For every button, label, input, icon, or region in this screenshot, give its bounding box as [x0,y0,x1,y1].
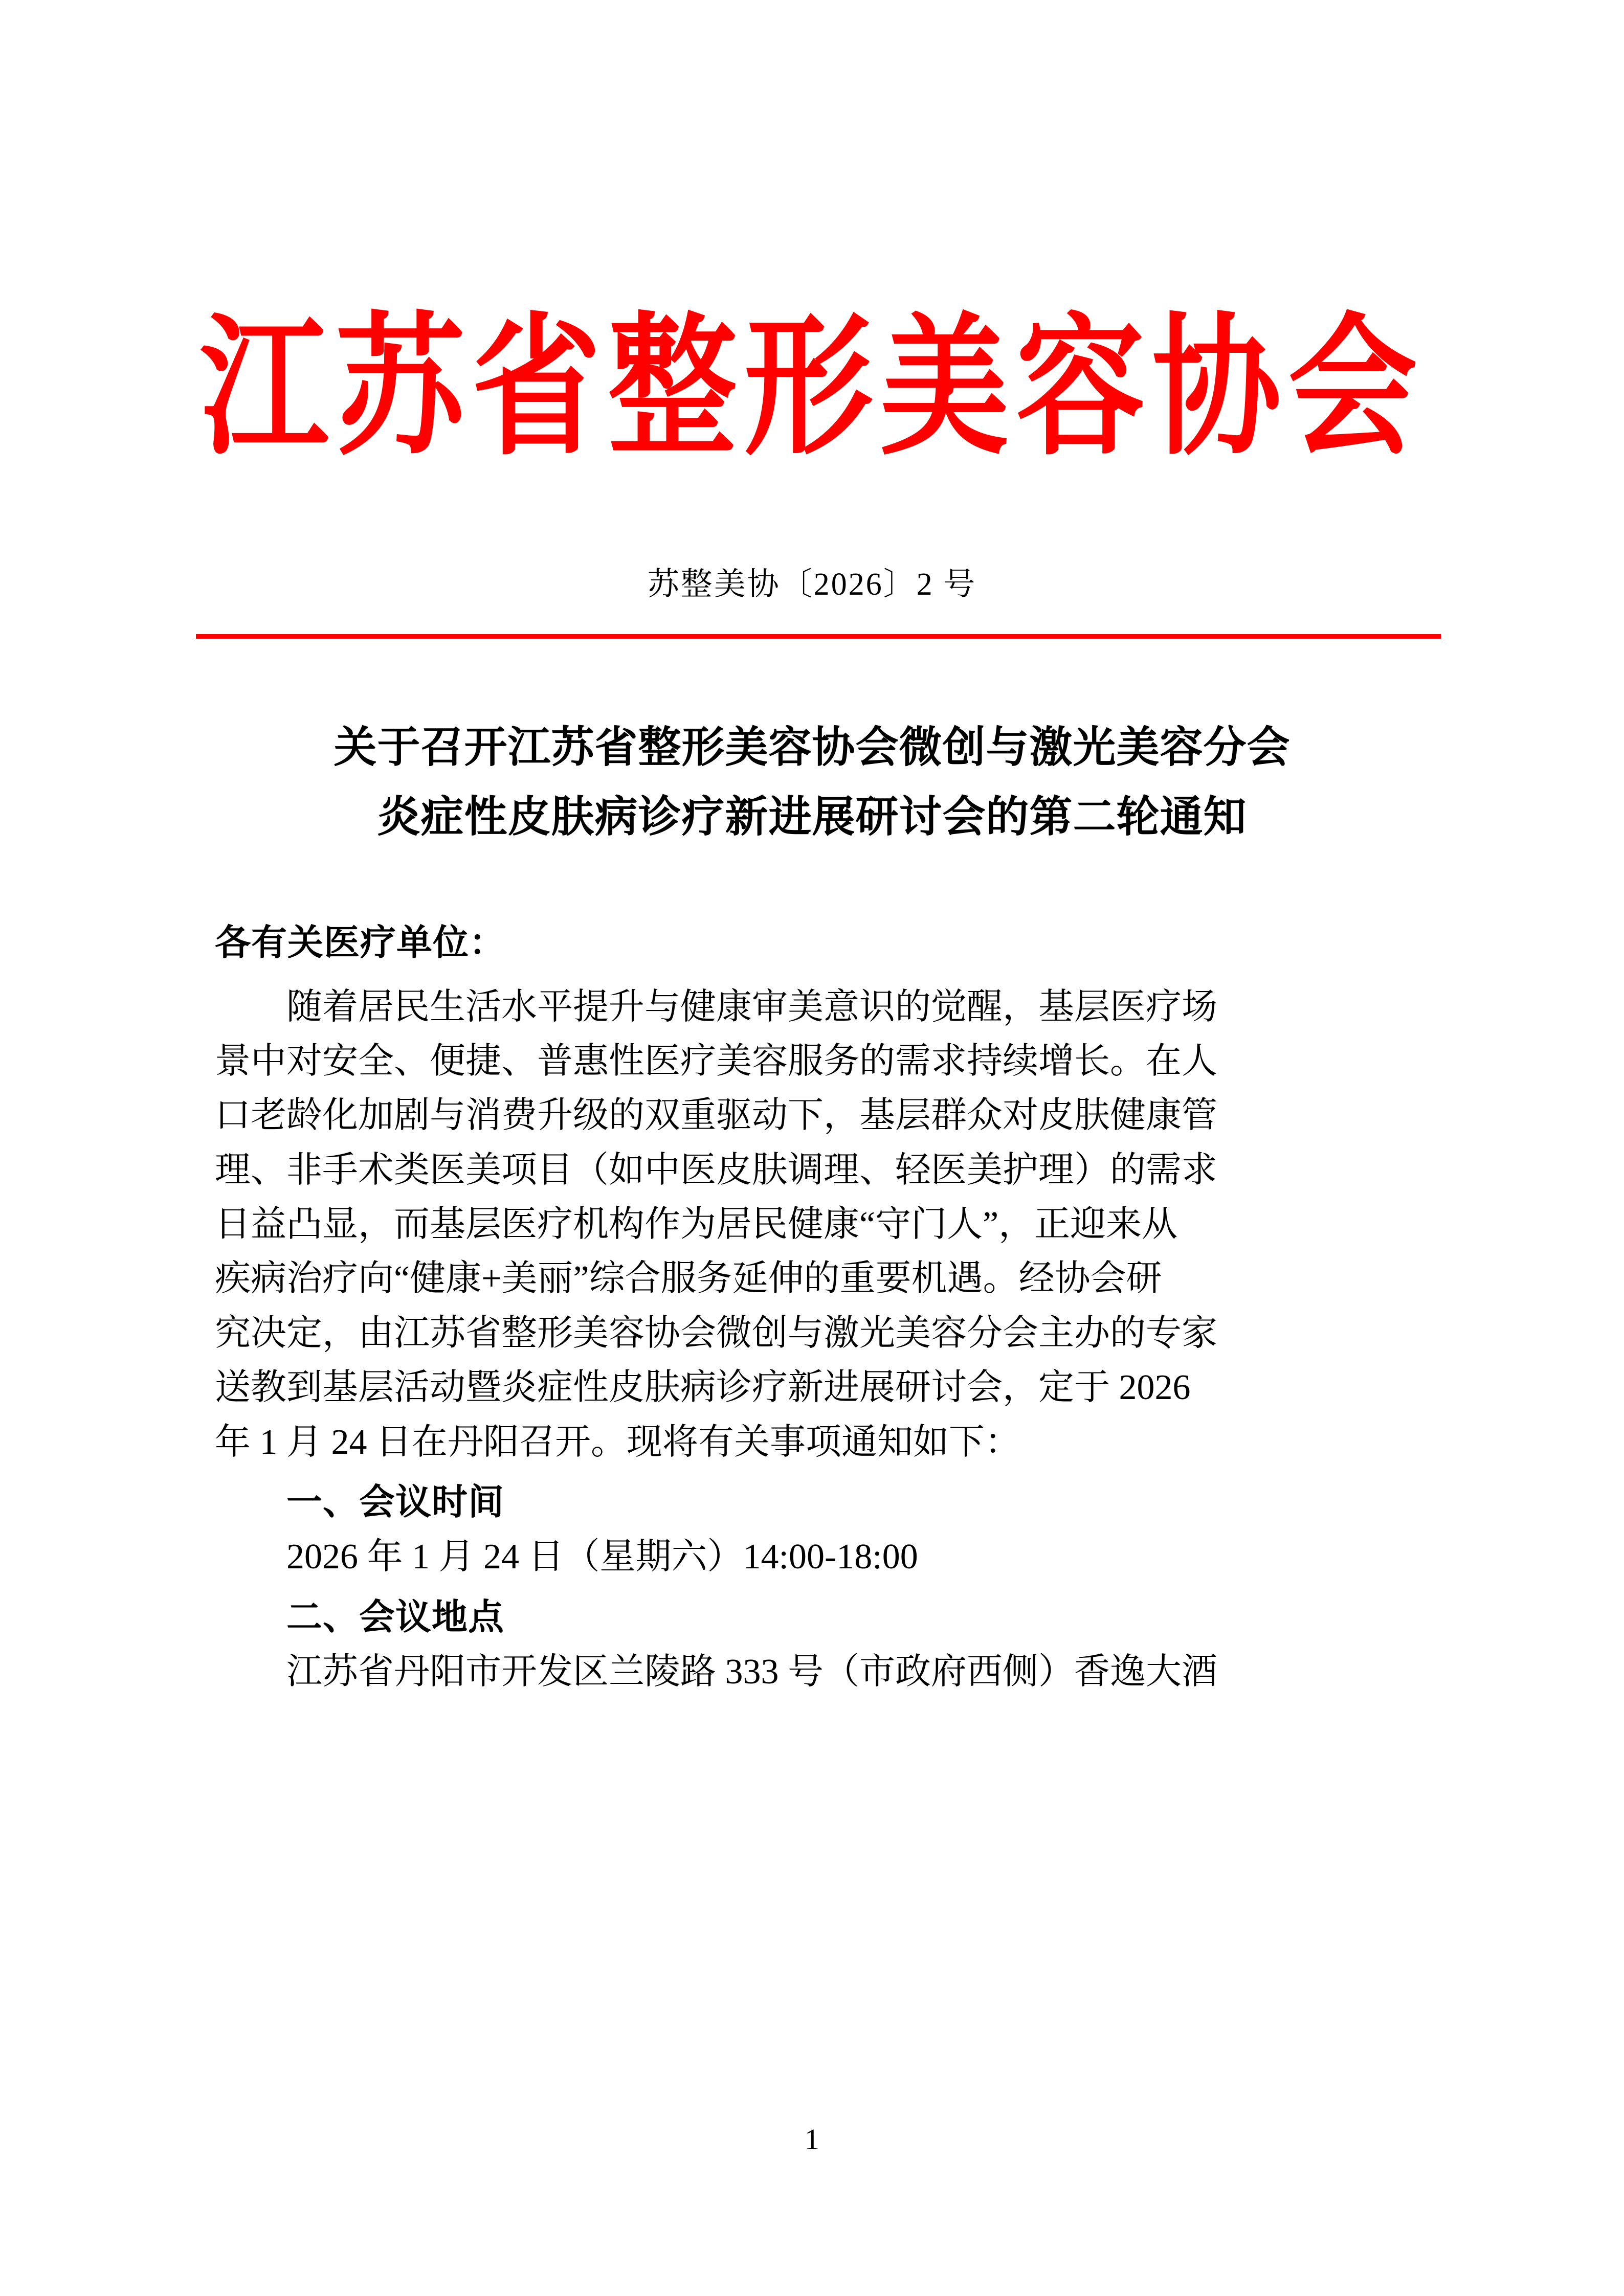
title-line-1: 关于召开江苏省整形美容协会微创与激光美容分会 [333,724,1291,772]
salutation: 各有关医疗单位： [215,924,505,963]
paragraph-line: 疾病治疗向“健康+美丽”综合服务延伸的重要机遇。经协会研 [215,1259,1162,1299]
section-meeting-time [215,1476,1437,1585]
page-number: 1 [805,2123,819,2156]
organization-title: 江苏省整形美容协会 [199,304,1425,474]
paragraph-line: 景中对安全、便捷、普惠性医疗美容服务的需求持续增长。在人 [215,1041,1217,1081]
paragraph-line: 究决定，由江苏省整形美容协会微创与激光美容分会主办的专家 [215,1313,1217,1353]
paragraph-line: 送教到基层活动暨炎症性皮肤病诊疗新进展研讨会，定于 2026 [215,1368,1191,1408]
document-body [215,919,1437,1700]
paragraph-line: 随着居民生活水平提升与健康审美意识的觉醒，基层医疗场 [215,987,1217,1027]
paragraph-line: 年 1 月 24 日在丹阳召开。现将有关事项通知如下： [215,1422,1020,1462]
section-heading: 一、会议时间 [286,1483,504,1523]
page-footer [0,2122,1624,2156]
red-divider-rule [196,634,1441,639]
masthead [0,302,1624,474]
title-line-2: 炎症性皮肤病诊疗新进展研讨会的第二轮通知 [377,794,1247,842]
section-content: 2026 年 1 月 24 日（星期六）14:00-18:00 [286,1537,918,1577]
document-title [0,713,1624,852]
opening-paragraph [215,980,1437,1470]
paragraph-line: 日益凸显，而基层医疗机构作为居民健康“守门人”，正迎来从 [215,1205,1178,1245]
paragraph-line: 口老龄化加剧与消费升级的双重驱动下，基层群众对皮肤健康管 [215,1096,1217,1136]
document-number: 苏整美协〔2026〕2 号 [647,567,977,602]
section-content: 江苏省丹阳市开发区兰陵路 333 号（市政府西侧）香逸大酒 [286,1652,1217,1692]
section-meeting-location [215,1591,1437,1700]
document-number-row [0,558,1624,604]
paragraph-line: 理、非手术类医美项目（如中医皮肤调理、轻医美护理）的需求 [215,1150,1217,1190]
section-heading: 二、会议地点 [286,1597,504,1637]
